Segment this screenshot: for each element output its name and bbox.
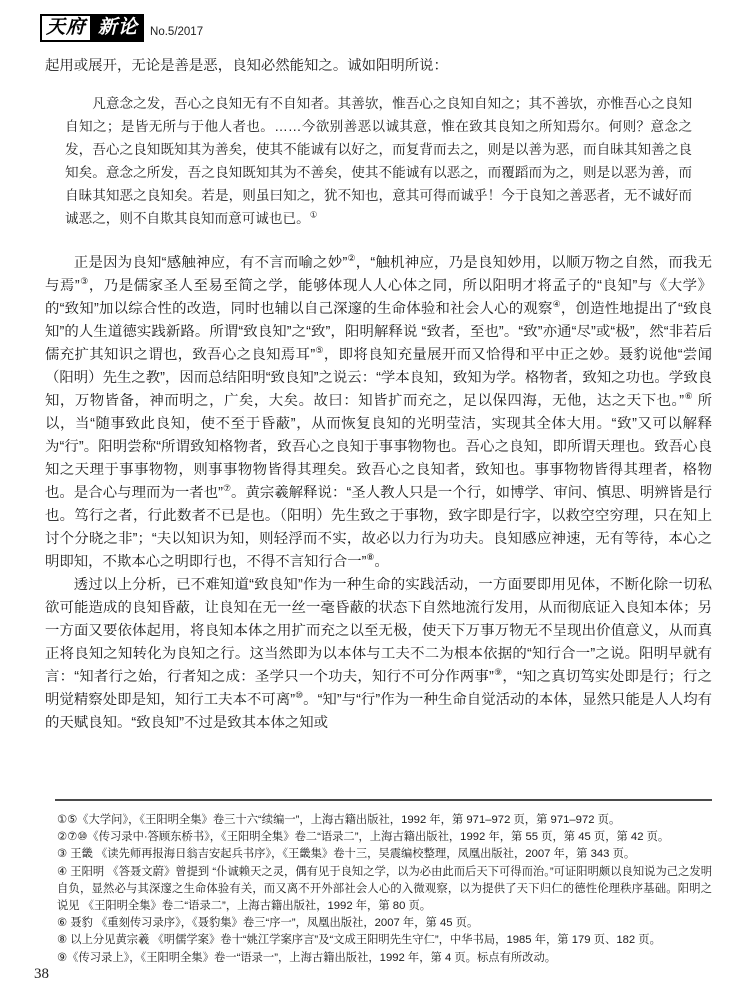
journal-logo xyxy=(40,14,144,42)
footnote-item: ⑨《传习录上》，《王阳明全集》卷一“语录一”，上海古籍出版社，1992 年，第 4 页。标点有所改动。 xyxy=(57,951,557,964)
article-body xyxy=(45,55,712,735)
journal-header xyxy=(40,14,203,42)
paragraph-analysis-conclusion: 透过以上分析，已不难知道“致良知”作为一种生命的实践活动，一方面要即用见体，不断化除一切私欲可能造成的良知昏蔽，让良知在无一丝一毫昏蔽的状态下自然地流行发用，从而彻底证入良知本体；另一方面又要依体起用，将良知本体之用扩而充之以至无极，使天下万事万物无不呈现出价值意义，从而真正将良知之知转化为良知之行。这当然即为以本体与工夫不二为根本依据的“知行合一”之说。阳明早就有言：“知者行之始，行者知之成：圣学只一个功夫，知行不可分作两事”⑨，“知之真切笃实处即是行；行之明觉精察处即是知，知行工夫本不可离”⑩。“知”与“行”作为一种生命自觉活动的本体，显然只能是人人均有的天赋良知。“致良知”不过是致其本体之知或 xyxy=(45,577,713,731)
footnote-divider xyxy=(55,799,712,801)
paragraph-intro: 起用或展开，无论是善是恶，良知必然能知之。诚如阳明所说： xyxy=(45,58,448,74)
blockquote-yangming-citation: 凡意念之发，吾心之良知无有不自知者。其善欤，惟吾心之良知自知之；其不善欤，亦惟吾心之良知自知之；是皆无所与于他人者也。……今欲别善恶以诚其意，惟在致其良知之所知焉尔。何则？意念之发，吾心之良知既知其为善矣，使其不能诚有以好之，而复背而去之，则是以善为恶，而自昧其知善之良知矣。意念之所发，吾之良知既知其为不善矣，使其不能诚有以恶之，而覆蹈而为之，则是以恶为善，而自昧其知恶之良知矣。若是，则虽曰知之，犹不知也，意其可得而诚乎！今于良知之善恶者，无不诚好而诚恶之，则不自欺其良知而意可诚也已。① xyxy=(65,96,692,226)
footnote-item: ⑧ 以上分见黄宗羲 《明儒学案》卷十“姚江学案序言”及“文成王阳明先生守仁”，中华书局，1985 年，第 179 页、182 页。 xyxy=(57,934,661,947)
footnote-item: ①⑤《大学问》，《王阳明全集》卷三十六“续编一”，上海古籍出版社，1992 年，第 971–972 页，第 971–972 页。 xyxy=(57,814,621,826)
journal-logo-xinlun: 新论 xyxy=(92,14,144,42)
footnotes-section xyxy=(57,812,712,967)
footnote-item: ⑥ 聂豹 《重刻传习录序》，《聂豹集》卷三“序一”，凤凰出版社，2007 年，第 45 页。 xyxy=(57,917,479,930)
page-number: 38 xyxy=(34,966,49,982)
issue-number: No.5/2017 xyxy=(150,26,204,38)
journal-logo-tianfu: 天府 xyxy=(40,14,92,42)
footnote-item: ④ 王阳明 《答聂文蔚》曾提到 “仆诚赖天之灵，偶有见于良知之学，以为必由此而后天下可得而治。”可证阳明颇以良知说为己之发明自负，显然必与其深邃之生命体验有关，而又离不开外部社会人心的入微观察，以为提供了天下归仁的德性伦理秩序基础。阳明之说见 《王阳明全集》卷二“语录二”，上海古籍出版社，1992 年，第 80 页。 xyxy=(57,865,712,913)
footnote-item: ②⑦⑩《传习录中·答顾东桥书》，《王阳明全集》卷二“语录二”，上海古籍出版社，1992 年，第 55 页，第 45 页，第 42 页。 xyxy=(57,831,670,844)
footnote-item: ③ 王畿 《读先师再报海日翁吉安起兵书序》，《王畿集》卷十三，吴震编校整理，凤凰出版社，2007 年，第 343 页。 xyxy=(57,848,636,861)
paragraph-zhiliangzhi-exposition: 正是因为良知“感触神应，有不言而喻之妙”②，“触机神应，乃是良知妙用，以顺万物之自然，而我无与焉”③，乃是儒家圣人至易至简之学，能够体现人人心体之同，所以阳明才将孟子的“良知”与《大学》的“致知”加以综合性的改造，同时也辅以自己深邃的生命体验和社会人心的观察④，创造性地提出了“致良知”的人生道德实践新路。所谓“致良知”之“致”，阳明解释说 “致者，至也”。“致”亦通“尽”或“极”，然“非若后儒充扩其知识之谓也，致吾心之良知焉耳”⑤，即将良知充量展开而又恰得和平中正之妙。聂豹说他“尝闻（阳明）先生之教”，因而总结阳明“致良知”之说云：“学本良知，致知为学。格物者，致知之功也。学致良知，万物皆备，神而明之，广矣，大矣。故曰：知皆扩而充之，足以保四海，无他，达之天下也。”⑥ 所以，当“随事致此良知，使不至于昏蔽”，从而恢复良知的光明莹洁，实现其全体大用。“致”又可以解释为“行”。阳明尝称“所谓致知格物者，致吾心之良知于事事物物也。吾心之良知，即所谓天理也。致吾心良知之天理于事事物物，则事事物物皆得其理矣。致吾心之良知者，致知也。事事物物皆得其理者，格物也。是合心与理而为一者也”⑦。黄宗羲解释说：“圣人教人只是一个行，如博学、审问、慎思、明辨皆是行也。笃行之者，行此数者不已是也。（阳明）先生致之于事物，致字即是行字，以救空空穷理，只在知上讨个分晓之非”；“夫以知识为知，则轻浮而不实，故必以力行为功夫。良知感应神速，无有等待，本心之明即知，不欺本心之明即行也，不得不言知行合一”⑧。 xyxy=(45,253,713,570)
